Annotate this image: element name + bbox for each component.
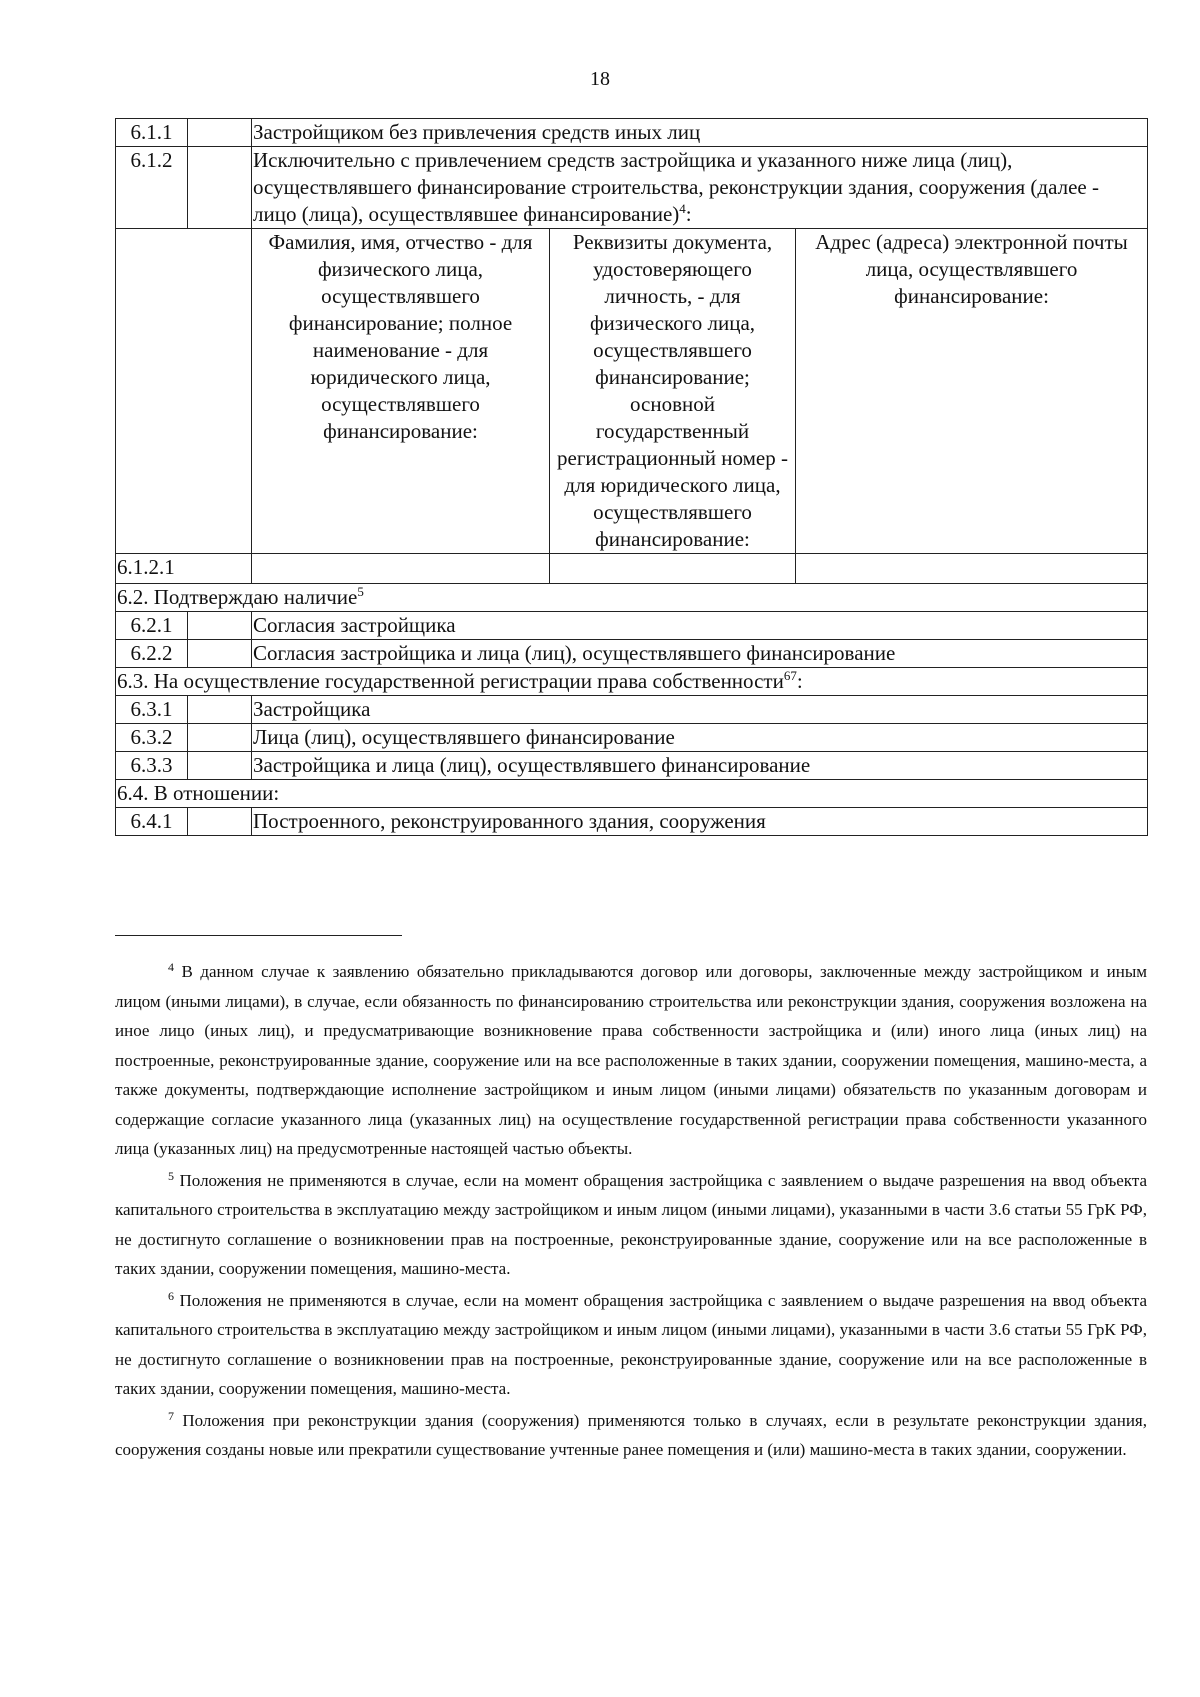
row-6-1-2-1 (116, 554, 1148, 584)
row-6-2-2 (116, 640, 1148, 668)
footnote (115, 1286, 1147, 1404)
footnote-mark: 7 (168, 1408, 174, 1423)
section-title-text: 6.2. Подтверждаю наличие (117, 585, 358, 609)
footnote-ref: 4 (679, 201, 686, 216)
row-6-1-2 (116, 147, 1148, 229)
row-text: Застройщика (252, 696, 1148, 724)
row-text: Построенного, реконструированного здания, сооружения (252, 808, 1148, 836)
section-6-3 (116, 668, 1148, 696)
row-number: 6.3.1 (116, 696, 188, 724)
section-title: 6.4. В отношении: (116, 780, 1148, 808)
footnote-mark: 5 (168, 1168, 174, 1183)
row-text: Застройщиком без привлечения средств иных лиц (252, 119, 1148, 147)
financer-header-row (116, 229, 1148, 554)
row-text: Согласия застройщика и лица (лиц), осуществлявшего финансирование (252, 640, 1148, 668)
row-6-3-3 (116, 752, 1148, 780)
row-number: 6.4.1 (116, 808, 188, 836)
row-6-3-1 (116, 696, 1148, 724)
section-title-text: 6.3. На осуществление государственной регистрации права собственности (117, 669, 784, 693)
footnote (115, 957, 1147, 1164)
checkbox-cell-6-4-1[interactable] (188, 808, 252, 836)
row-number: 6.2.1 (116, 612, 188, 640)
checkbox-cell-6-1-2[interactable] (188, 147, 252, 229)
name-input-cell[interactable] (252, 554, 550, 584)
footnote-text: Положения не применяются в случае, если на момент обращения застройщика с заявлением о выдаче разрешения на ввод объекта капитального строительства в эксплуатацию между застройщиком и иным лицом (иными лицами), указанными в части 3.6 статьи 55 ГрК РФ, не достигнуто соглашение о возникновении прав на построенные, реконструированные здание, сооружение или на все расположенные в таких здании, сооружении помещения, машино-места. (115, 1290, 1147, 1398)
header-name: Фамилия, имя, отчество - для физического лица, осуществлявшего финансирование; полное наименование - для юридического лица, осуществлявшего финансирование: (252, 229, 550, 554)
row-text: Лица (лиц), осуществлявшего финансирование (252, 724, 1148, 752)
footnote-mark: 4 (168, 960, 174, 974)
section-title (116, 584, 1148, 612)
row-number: 6.3.2 (116, 724, 188, 752)
header-document: Реквизиты документа, удостоверяющего личность, - для физического лица, осуществлявшего финансирование; основной государственный регистрационный номер - для юридического лица, осуществлявшего финансирование: (550, 229, 796, 554)
row-number: 6.3.3 (116, 752, 188, 780)
checkbox-cell-6-2-2[interactable] (188, 640, 252, 668)
checkbox-cell-6-1-1[interactable] (188, 119, 252, 147)
checkbox-cell-6-2-1[interactable] (188, 612, 252, 640)
checkbox-cell-6-3-2[interactable] (188, 724, 252, 752)
row-6-4-1 (116, 808, 1148, 836)
document-input-cell[interactable] (550, 554, 796, 584)
section-6-2 (116, 584, 1148, 612)
footnote-text: Положения не применяются в случае, если на момент обращения застройщика с заявлением о выдаче разрешения на ввод объекта капитального строительства в эксплуатацию между застройщиком и иным лицом (иными лицами), указанными в части 3.6 статьи 55 ГрК РФ, не достигнуто соглашение о возникновении прав на построенные, реконструированные здание, сооружение или на все расположенные в таких здании, сооружении помещения, машино-места. (115, 1170, 1147, 1278)
footnote-separator (115, 935, 402, 936)
row-text (252, 147, 1148, 229)
row-6-1-1 (116, 119, 1148, 147)
page-number: 18 (590, 68, 610, 90)
footnote-mark: 6 (168, 1288, 174, 1303)
footnote-text: В данном случае к заявлению обязательно прикладываются договор или договоры, заключенные между застройщиком и иным лицом (иными лицами), в случае, если обязанность по финансированию строительства или реконструкции здания, сооружения возложена на иное лицо (иных лиц), и предусматривающие возникновение права собственности застройщика и (или) иного лица (иных лиц) на построенные, реконструированные здание, сооружение или на все расположенные в таких здании, сооружении помещения, машино-места, а также документы, подтверждающие исполнение застройщиком и иным лицом (иными лицами) обязательств по указанным договорам и содержащие согласие указанного лица (указанных лиц) на осуществление государственной регистрации права собственности указанного лица (указанных лиц) на предусмотренные настоящей частью объекты. (115, 962, 1147, 1158)
header-email: Адрес (адреса) электронной почты лица, осуществлявшего финансирование: (796, 229, 1148, 554)
footnote (115, 1166, 1147, 1284)
form-table (115, 118, 1148, 836)
row-6-2-1 (116, 612, 1148, 640)
row-number: 6.1.1 (116, 119, 188, 147)
row-text-main: Исключительно с привлечением средств застройщика и указанного ниже лица (лиц), осуществлявшего финансирование строительства, реконструкции здания, сооружения (далее - лицо (лица), осуществлявшее финансирование) (253, 148, 1099, 226)
row-text: Согласия застройщика (252, 612, 1148, 640)
row-text: Застройщика и лица (лиц), осуществлявшего финансирование (252, 752, 1148, 780)
footnote-ref: 67 (783, 668, 797, 683)
row-number: 6.1.2 (116, 147, 188, 229)
section-title-tail: : (796, 669, 803, 693)
checkbox-cell-6-3-3[interactable] (188, 752, 252, 780)
footnote (115, 1406, 1147, 1465)
footnote-ref: 5 (357, 584, 364, 599)
header-empty-cell (116, 229, 252, 554)
footnote-text: Положения при реконструкции здания (сооружения) применяются только в случаях, если в результате реконструкции здания, сооружения созданы новые или прекратили существование учтенные ранее помещения и (или) машино-места в таких здании, сооружении. (115, 1410, 1147, 1459)
row-number: 6.1.2.1 (116, 554, 252, 584)
row-number: 6.2.2 (116, 640, 188, 668)
email-input-cell[interactable] (796, 554, 1148, 584)
section-title (116, 668, 1148, 696)
footnotes (115, 957, 1147, 1467)
checkbox-cell-6-3-1[interactable] (188, 696, 252, 724)
row-6-3-2 (116, 724, 1148, 752)
row-text-tail: : (685, 202, 692, 226)
section-6-4 (116, 780, 1148, 808)
